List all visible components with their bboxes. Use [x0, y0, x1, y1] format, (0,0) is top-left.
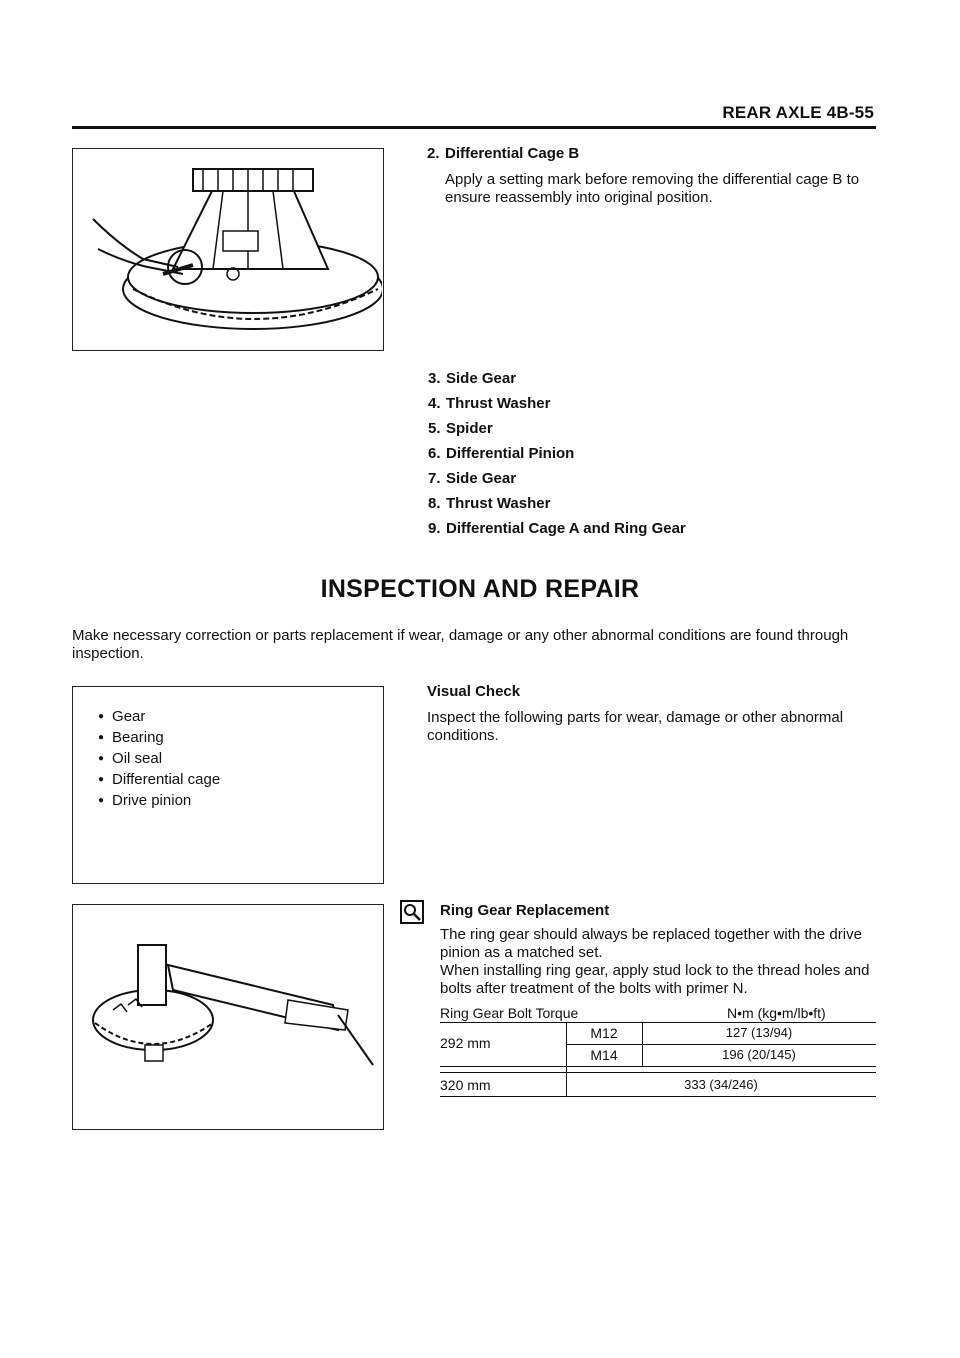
- step-label: Thrust Washer: [446, 495, 551, 512]
- list-item: [428, 391, 686, 416]
- figure-differential-cage: [72, 148, 384, 351]
- step-label: Differential Cage A and Ring Gear: [446, 520, 686, 537]
- table-rule: [566, 1044, 876, 1045]
- torque-unit: N•m (kg•m/lb•ft): [727, 1005, 826, 1021]
- step-number: 8.: [428, 495, 441, 512]
- step-number: 3.: [428, 370, 441, 387]
- list-item: [428, 516, 686, 541]
- list-item: [428, 491, 686, 516]
- step-label: Spider: [446, 420, 493, 437]
- differential-cage-illustration: [73, 149, 382, 349]
- table-bottom-rule: [440, 1096, 876, 1097]
- list-item: ● Oil seal: [98, 749, 220, 770]
- list-item: [428, 466, 686, 491]
- table-cell-torque: 333 (34/246): [684, 1077, 758, 1092]
- header-rule: [72, 126, 876, 129]
- list-item: [428, 441, 686, 466]
- table-top-rule: [440, 1022, 876, 1023]
- step-label: Differential Pinion: [446, 445, 575, 462]
- ring-gear-text-1: The ring gear should always be replaced together with the drive pinion as a matched set.: [440, 926, 862, 961]
- table-rule: [440, 1072, 876, 1073]
- torque-label: Ring Gear Bolt Torque: [440, 1005, 579, 1021]
- figure-torque-wrench: [72, 904, 384, 1130]
- visual-check-title: Visual Check: [427, 683, 521, 700]
- table-cell-bolt: M14: [590, 1047, 618, 1063]
- list-item: [428, 366, 686, 391]
- page-header-title: REAR AXLE 4B-55: [722, 103, 874, 122]
- visual-check-text: Inspect the following parts for wear, damage or other abnormal conditions.: [427, 709, 844, 744]
- ring-gear-text-2: When installing ring gear, apply stud lock to the thread holes and bolts after treatment of the bolts with primer N.: [440, 962, 870, 997]
- section-heading: INSPECTION AND REPAIR: [320, 575, 640, 603]
- step-2-title: [427, 145, 579, 162]
- table-cell-size: 320 mm: [440, 1077, 491, 1093]
- step-2-text: Apply a setting mark before removing the differential cage B to ensure reassembly into original position.: [445, 171, 860, 206]
- step-number: 9.: [428, 520, 441, 537]
- disassembly-step-list: [428, 366, 686, 541]
- step-number: 7.: [428, 470, 441, 487]
- step-label: Thrust Washer: [446, 395, 551, 412]
- ring-gear-title: Ring Gear Replacement: [440, 902, 610, 919]
- inspection-parts-list: [98, 707, 220, 812]
- torque-wrench-illustration: [73, 905, 382, 1127]
- list-item: ● Differential cage: [98, 770, 220, 791]
- magnifier-icon: [400, 900, 424, 924]
- list-item: ● Bearing: [98, 728, 220, 749]
- step-label: Side Gear: [446, 370, 517, 387]
- list-item: ● Drive pinion: [98, 791, 220, 812]
- step-label: Side Gear: [446, 470, 517, 487]
- inspection-intro: Make necessary correction or parts replacement if wear, damage or any other abnormal conditions are found through inspection.: [72, 627, 849, 662]
- step-number: 5.: [428, 420, 441, 437]
- table-cell-torque: 196 (20/145): [722, 1047, 796, 1062]
- step-2-label: Differential Cage B: [445, 145, 580, 162]
- table-rule: [440, 1066, 876, 1067]
- list-item: [428, 416, 686, 441]
- step-number: 2.: [427, 145, 440, 162]
- table-cell-torque: 127 (13/94): [725, 1025, 793, 1040]
- table-cell-size: 292 mm: [440, 1035, 491, 1051]
- step-number: 6.: [428, 445, 441, 462]
- table-cell-bolt: M12: [590, 1025, 618, 1041]
- list-item: ● Gear: [98, 707, 220, 728]
- step-number: 4.: [428, 395, 441, 412]
